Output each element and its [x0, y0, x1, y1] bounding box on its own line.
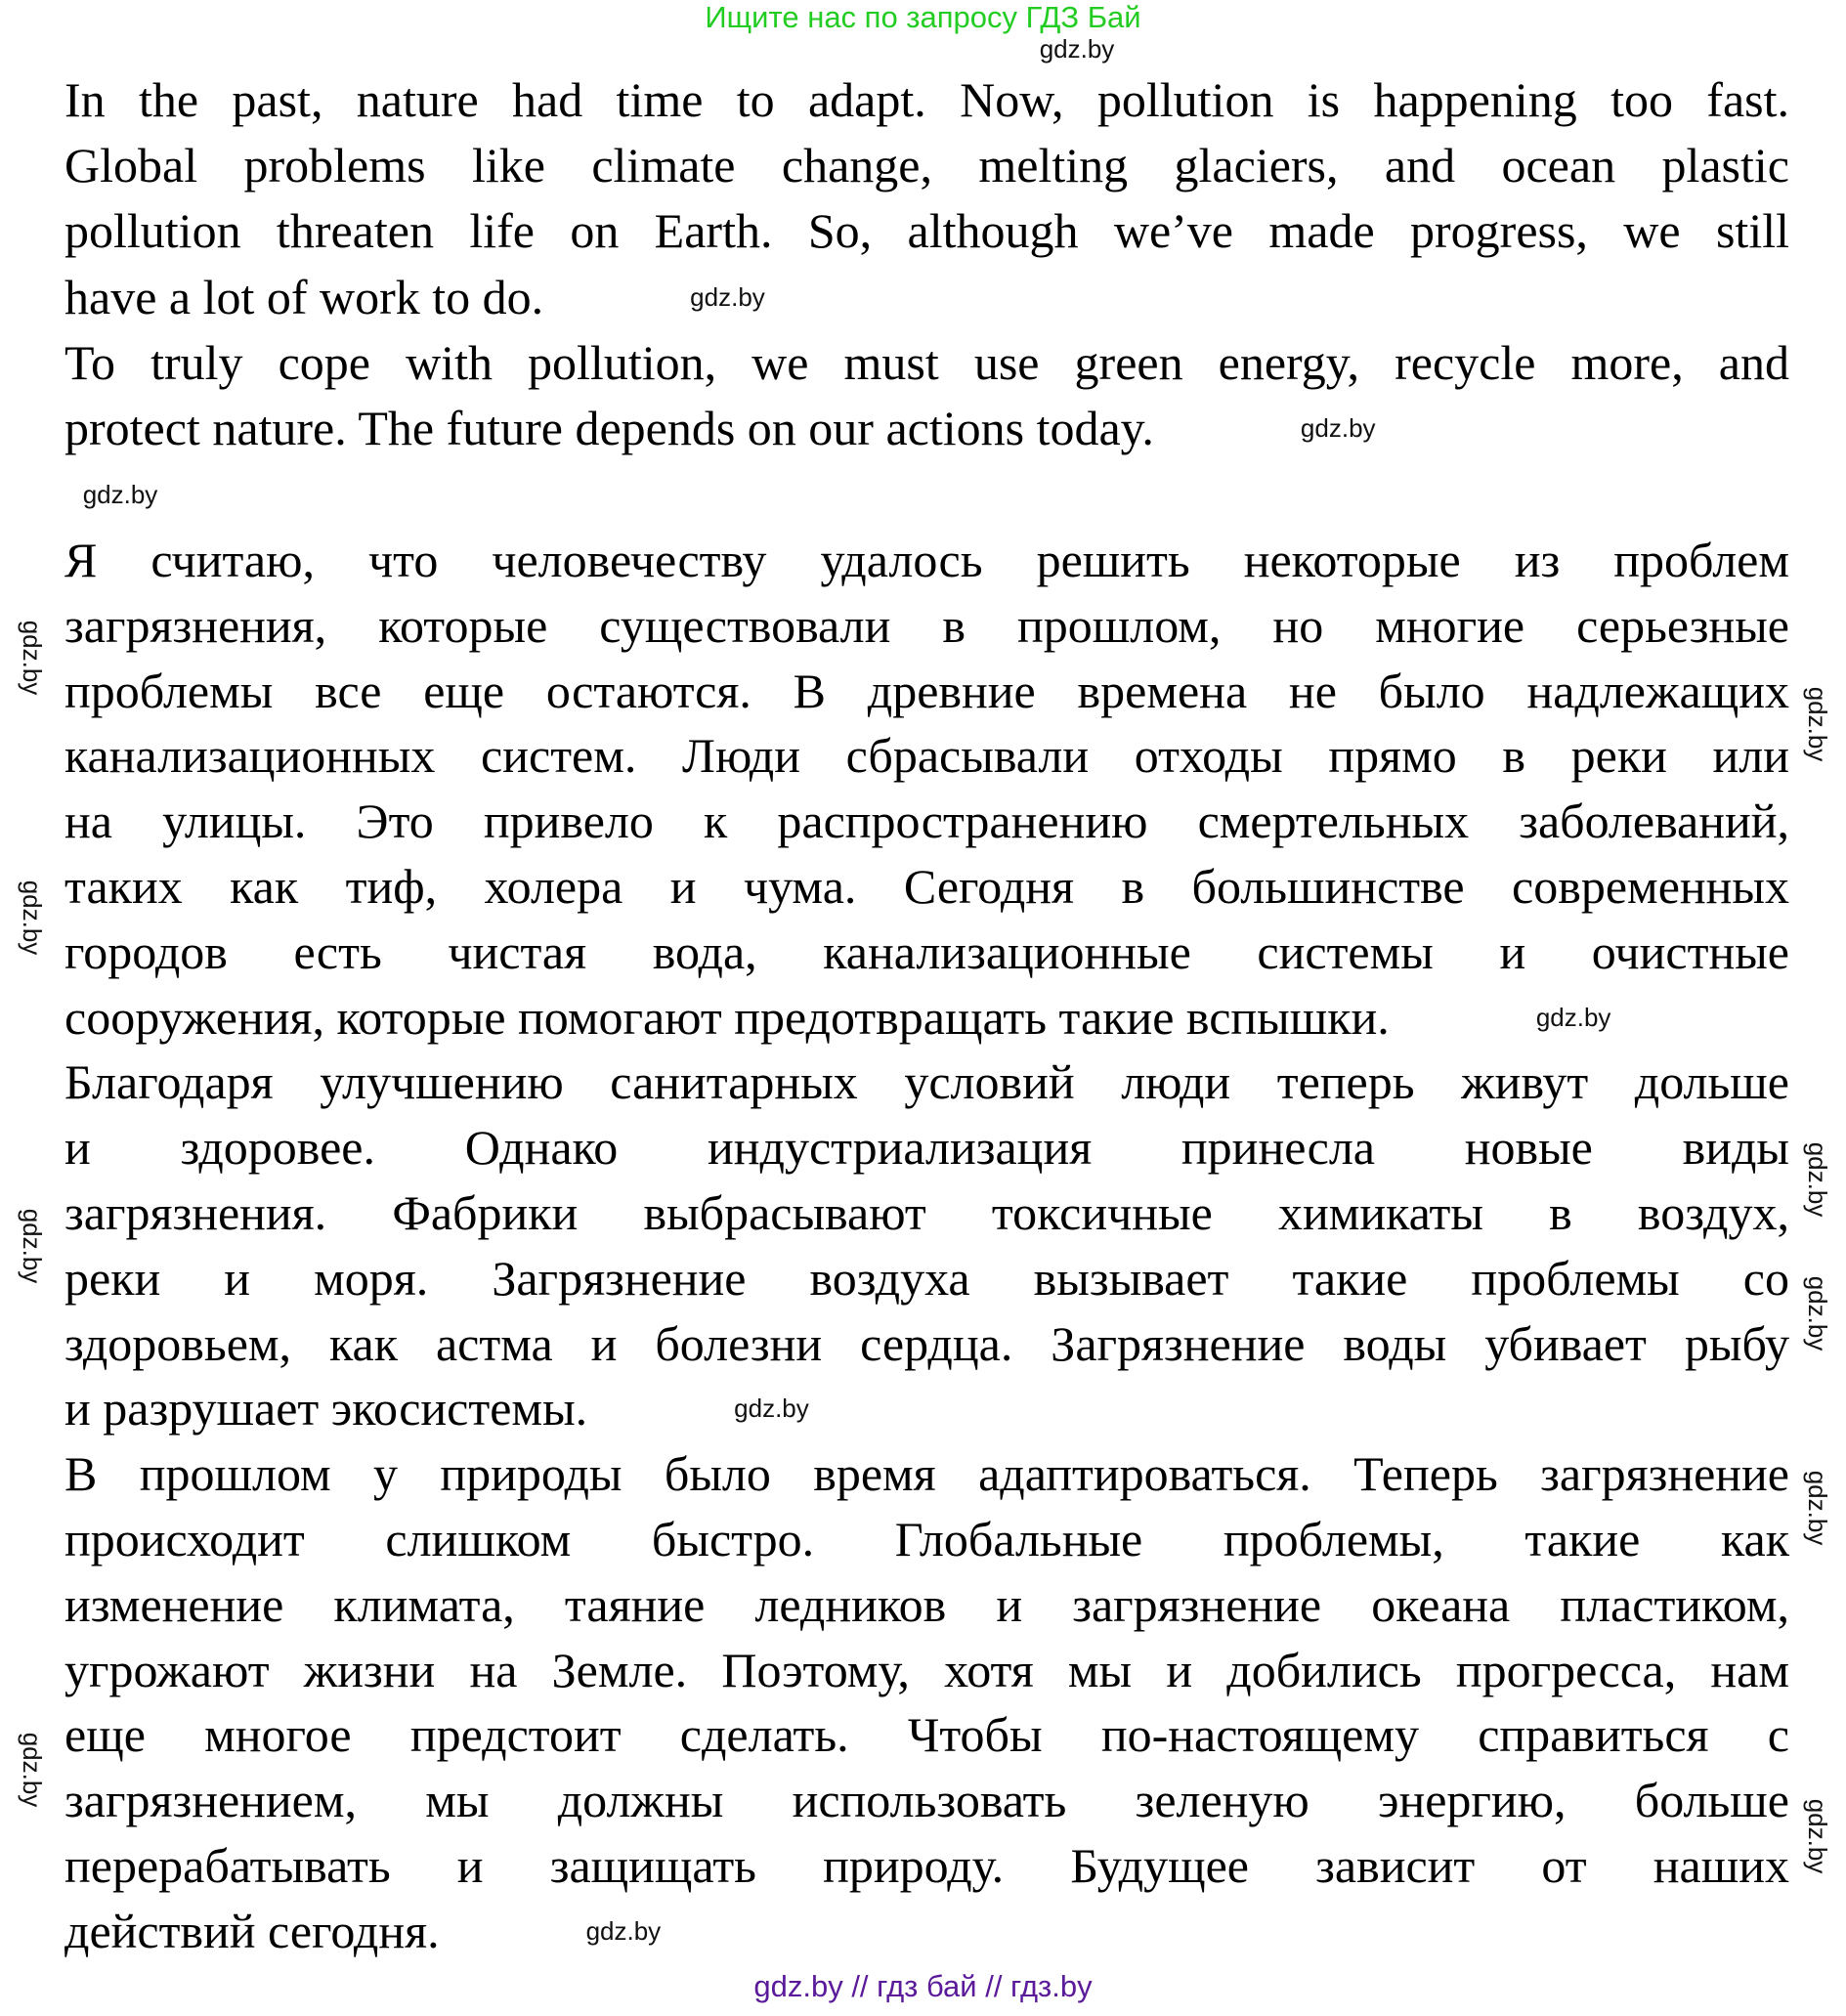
russian-text-line-text: перерабатывать и защищать природу. Будущее зависит от наших	[64, 1838, 1789, 1893]
russian-text-line	[64, 1246, 1789, 1311]
watermark: gdz.by	[18, 620, 47, 696]
watermark: gdz.by	[18, 879, 47, 956]
russian-text-line-text: сооружения, которые помогают предотвращать такие вспышки.	[64, 989, 1390, 1045]
russian-text-line-text: В прошлом у природы было время адаптироваться. Теперь загрязнение	[64, 1446, 1789, 1502]
russian-text-line-text: загрязнением, мы должны использовать зеленую энергию, больше	[64, 1773, 1789, 1828]
russian-text-line-text: проблемы все еще остаются. В древние времена не было надлежащих	[64, 663, 1789, 718]
russian-text-line	[64, 920, 1789, 985]
russian-text-line-text: Благодаря улучшению санитарных условий люди теперь живут дольше	[64, 1054, 1789, 1110]
russian-text-line	[64, 985, 1789, 1051]
russian-text-line-text: действий сегодня.	[64, 1903, 440, 1958]
watermark: gdz.by	[690, 281, 765, 312]
russian-text-line-text: реки и моря. Загрязнение воздуха вызывает такие проблемы со	[64, 1250, 1789, 1306]
watermark: gdz.by	[1803, 1798, 1832, 1874]
english-text-line	[64, 396, 1789, 461]
russian-text-line	[64, 1376, 1789, 1441]
russian-text-line-text: здоровьем, как астма и болезни сердца. Загрязнение воды убивает рыбу	[64, 1315, 1789, 1371]
russian-text-line	[64, 1702, 1789, 1768]
russian-text-line	[64, 1899, 1789, 1964]
english-text-line	[64, 330, 1789, 396]
watermark: gdz.by	[1300, 413, 1376, 443]
watermark: gdz.by	[1803, 1470, 1832, 1546]
russian-text-line-text: происходит слишком быстро. Глобальные проблемы, такие как	[64, 1512, 1789, 1566]
russian-text-line-text: городов есть чистая вода, канализационные системы и очистные	[64, 923, 1789, 979]
english-text-line	[64, 133, 1789, 198]
russian-text-line	[64, 1050, 1789, 1115]
russian-text-line-text: угрожают жизни на Земле. Поэтому, хотя мы и добились прогресса, нам	[64, 1642, 1789, 1697]
russian-text-line	[64, 1638, 1789, 1703]
russian-text-line-text: загрязнения. Фабрики выбрасывают токсичные химикаты в воздух,	[64, 1185, 1789, 1240]
russian-text-line-text: таких как тиф, холера и чума. Сегодня в большинстве современных	[64, 859, 1789, 914]
watermark: gdz.by	[1803, 1141, 1832, 1218]
english-text-line-text: have a lot of work to do.	[64, 269, 544, 324]
russian-text-line-text: и здоровее. Однако индустриализация принесла новые виды	[64, 1120, 1789, 1176]
watermark: gdz.by	[1803, 1275, 1832, 1351]
russian-text-line	[64, 1507, 1789, 1572]
watermark: gdz.by	[18, 1208, 47, 1284]
russian-text-line	[64, 1441, 1789, 1507]
watermark: gdz.by	[82, 480, 158, 509]
russian-text-line-text: еще многое предстоит сделать. Чтобы по-настоящему справиться с	[64, 1707, 1789, 1763]
russian-text-line-text: на улицы. Это привело к распространению смертельных заболеваний,	[64, 794, 1789, 849]
russian-text-line	[64, 854, 1789, 920]
russian-text-line	[64, 1180, 1789, 1246]
watermark: gdz.by	[1535, 1002, 1611, 1032]
english-text-line-text: pollution threaten life on Earth. So, although we’ve made progress, we still	[64, 203, 1789, 259]
russian-text-line	[64, 789, 1789, 854]
english-text-line	[64, 198, 1789, 264]
english-text-line-text: protect nature. The future depends on our actions today.	[64, 401, 1154, 455]
russian-text-line	[64, 1833, 1789, 1899]
english-text-line-text: To truly cope with pollution, we must use green energy, recycle more, and	[64, 334, 1789, 390]
search-banner: Ищите нас по запросу ГДЗ Бай	[705, 0, 1141, 34]
watermark: gdz.by	[1803, 686, 1832, 762]
watermark: gdz.by	[1039, 34, 1115, 64]
russian-text-line	[64, 659, 1789, 724]
russian-text-line	[64, 528, 1789, 593]
russian-text-line	[64, 1115, 1789, 1180]
russian-text-line	[64, 1572, 1789, 1638]
russian-text-line-text: Я считаю, что человечеству удалось решить некоторые из проблем	[64, 533, 1789, 587]
english-text-line-text: Global problems like climate change, melting glaciers, and ocean plastic	[64, 138, 1789, 193]
watermark: gdz.by	[734, 1394, 809, 1424]
russian-text-line	[64, 1311, 1789, 1377]
russian-text-line-text: и разрушает экосистемы.	[64, 1381, 588, 1437]
footer-links[interactable]: gdz.by // гдз бай // гдз.by	[753, 1969, 1093, 2003]
russian-text-line	[64, 593, 1789, 659]
russian-text-line-text: изменение климата, таяние ледников и загрязнение океана пластиком,	[64, 1576, 1789, 1632]
english-text-line	[64, 67, 1789, 133]
english-text-line-text: In the past, nature had time to adapt. Now, pollution is happening too fast.	[64, 72, 1789, 127]
russian-text-line-text: загрязнения, которые существовали в прошлом, но многие серьезные	[64, 597, 1789, 653]
russian-text-line	[64, 723, 1789, 789]
watermark: gdz.by	[585, 1915, 662, 1946]
russian-text-line-text: канализационных систем. Люди сбрасывали отходы прямо в реки или	[64, 728, 1789, 784]
watermark: gdz.by	[18, 1732, 47, 1808]
russian-text-line	[64, 1768, 1789, 1833]
english-text-line	[64, 265, 1789, 330]
